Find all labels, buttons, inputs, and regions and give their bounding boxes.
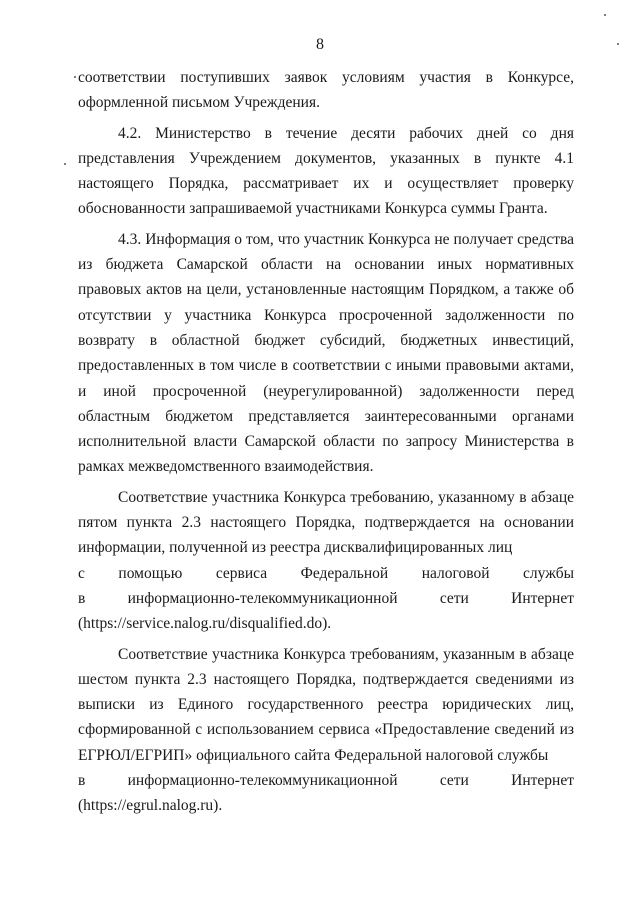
word: сервиса: [215, 564, 268, 582]
spread-line: [78, 768, 574, 793]
scan-speck: [74, 76, 76, 78]
spread-line: [78, 561, 574, 586]
paragraph-text: Соответствие участника Конкурса требованиям, указанным в абзаце шестом пункта 2.3 настоящего Порядка, подтверждается сведениями из выписки из Единого государственного реестра юридических лиц, сформированной с использованием сервиса «Предоставление сведений из ЕГРЮЛ/ЕГРИП» официального сайта Федеральной налоговой службы: [78, 645, 574, 764]
egrul-link: (https://egrul.nalog.ru).: [78, 797, 223, 815]
paragraph-text: Соответствие участника Конкурса требованию, указанному в абзаце пятом пункта 2.3 настоящего Порядка, подтверждается на основании информации, полученной из реестра дисквалифицированных лиц: [78, 488, 574, 557]
disqualified-registry-link: (https://service.nalog.ru/disqualified.do).: [78, 615, 332, 633]
scan-speck: [617, 43, 619, 45]
page-number: 8: [316, 36, 324, 53]
word: Интернет: [511, 589, 574, 607]
paragraph-disqualified-check: [78, 485, 574, 637]
spread-line: [78, 586, 574, 611]
word: с: [78, 564, 85, 582]
word: в: [78, 589, 86, 607]
paragraph-4-3: 4.3. Информация о том, что участник Конкурса не получает средства из бюджета Самарской области на основании иных нормативных правовых актов на цели, установленные настоящим Порядком, а также об отсутствии у участника Конкурса просроченной задолженности по возврату в областной бюджет субсидий, бюджетных инвестиций, предоставленных в том числе в соответствии с иными правовыми актами, и иной просроченной (неурегулированной) задолженности перед областным бюджетом представляется заинтересованными органами исполнительной власти Самарской области по запросу Министерства в рамках межведомственного взаимодействия.: [78, 230, 574, 476]
word: налоговой: [421, 564, 490, 582]
word: помощью: [118, 564, 183, 582]
scan-speck: [604, 14, 606, 16]
paragraph-egrul-check: [78, 642, 574, 819]
word: Федеральной: [300, 564, 389, 582]
word: сети: [439, 589, 469, 607]
word: сети: [439, 772, 469, 790]
scan-speck: [64, 163, 66, 165]
word: в: [78, 772, 86, 790]
word: службы: [523, 564, 574, 582]
paragraph-4-2: 4.2. Министерство в течение десяти рабочих дней со дня представления Учреждением документов, указанных в пункте 4.1 настоящего Порядка, рассматривает их и осуществляет проверку обоснованности запрашиваемой участниками Конкурса суммы Гранта.: [78, 124, 574, 218]
word: информационно-телекоммуникационной: [127, 772, 398, 790]
word: информационно-телекоммуникационной: [127, 589, 398, 607]
word: Интернет: [511, 772, 574, 790]
paragraph-continuation: соответствии поступивших заявок условиям участия в Конкурсе, оформленной письмом Учреждения.: [78, 69, 574, 112]
document-body: [78, 65, 574, 819]
